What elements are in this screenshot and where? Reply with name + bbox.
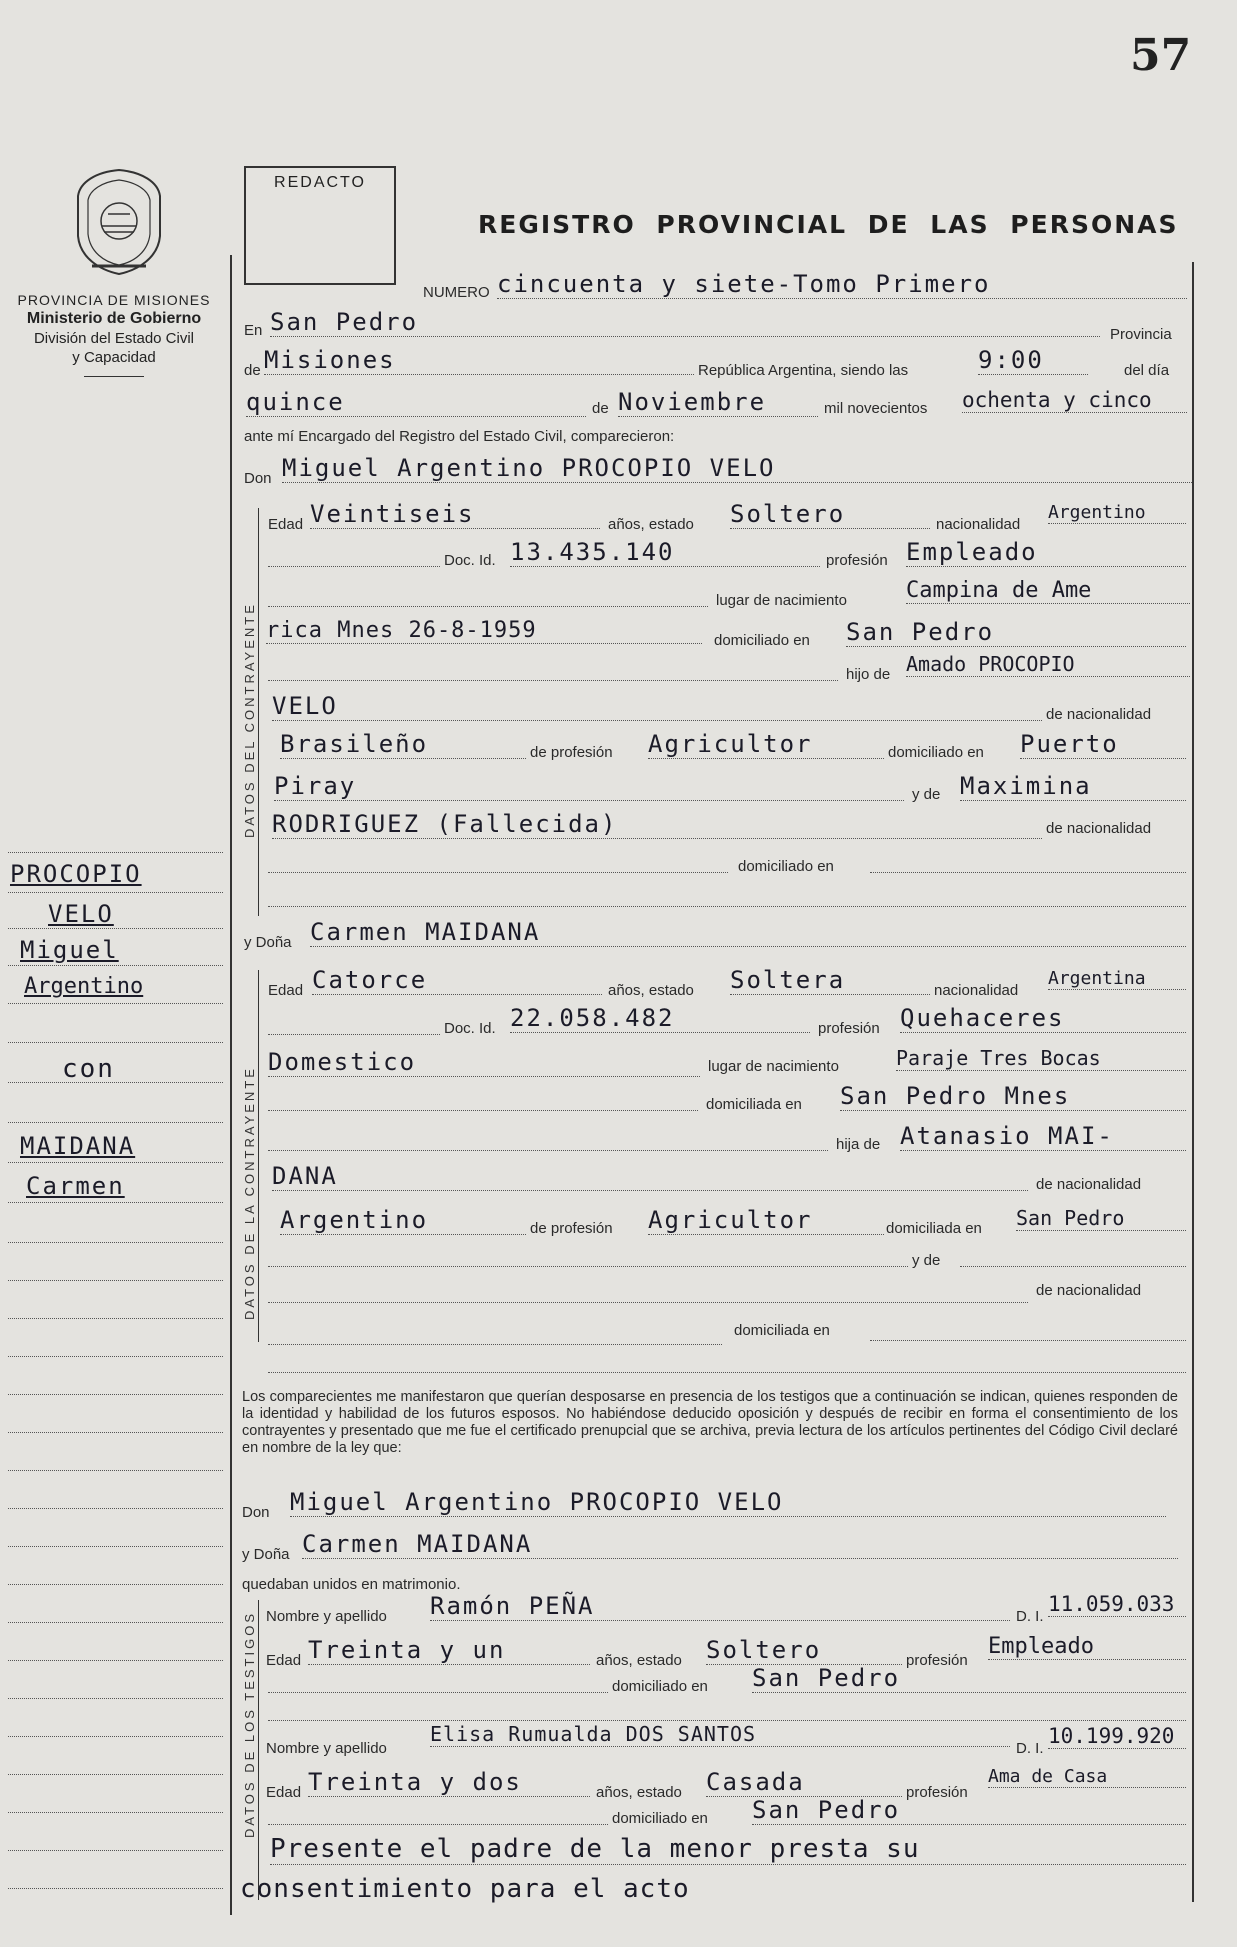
witness2-anios-estado-label: años, estado xyxy=(596,1784,682,1801)
groom-edad: Veintiseis xyxy=(310,500,600,529)
witness2-domicilio: San Pedro xyxy=(752,1796,1186,1825)
groom-hijo-blank xyxy=(268,680,838,681)
bride-lugar-label: lugar de nacimiento xyxy=(708,1058,839,1075)
groom-nacionalidad-label: nacionalidad xyxy=(936,516,1021,533)
dona-label: y Doña xyxy=(244,934,292,951)
decl-don-value: Miguel Argentino PROCOPIO VELO xyxy=(290,1488,1166,1517)
witness2-profesion: Ama de Casa xyxy=(988,1766,1186,1788)
margin-note-3: Miguel xyxy=(20,936,119,964)
main-right-border xyxy=(1192,262,1194,1902)
bride-doc-label: Doc. Id. xyxy=(444,1020,496,1037)
witness1-edad: Treinta y un xyxy=(308,1636,590,1665)
section3-border xyxy=(258,1600,259,1900)
bride-father-profesion: Agricultor xyxy=(648,1206,884,1235)
witness2-edad-label: Edad xyxy=(266,1784,302,1801)
groom-mother-dom-blank xyxy=(268,872,728,873)
quedaban-text: quedaban unidos en matrimonio. xyxy=(242,1576,461,1593)
groom-doc-blank xyxy=(268,566,440,567)
groom-father-profesion: Agricultor xyxy=(648,730,884,759)
groom-father-dom-label: domiciliado en xyxy=(888,744,984,761)
bride-profesion-label: profesión xyxy=(818,1020,880,1037)
groom-mother-2: RODRIGUEZ (Fallecida) xyxy=(272,810,1042,839)
groom-father-nacionalidad: Brasileño xyxy=(280,730,526,759)
numero-label: NUMERO xyxy=(423,284,490,301)
bride-mother-blank xyxy=(268,1266,908,1267)
witness1-nombre-label: Nombre y apellido xyxy=(266,1608,387,1625)
groom-domiciliado-label: domiciliado en xyxy=(714,632,810,649)
bride-mother-blank-2 xyxy=(960,1266,1186,1267)
groom-edad-label: Edad xyxy=(268,516,304,533)
bride-profesion-2: Domestico xyxy=(268,1048,700,1077)
groom-father-domicilio-1: Puerto xyxy=(1020,730,1186,759)
groom-domicilio: San Pedro xyxy=(846,618,1186,647)
witness1-edad-label: Edad xyxy=(266,1652,302,1669)
mes-value: Noviembre xyxy=(618,388,818,417)
redacto-label: REDACTO xyxy=(274,174,366,191)
bride-y-de-label: y de xyxy=(912,1252,941,1269)
groom-father-2: VELO xyxy=(272,692,1042,721)
groom-lugar-1: Campina de Ame xyxy=(906,578,1190,604)
bride-doc: 22.058.482 xyxy=(510,1004,810,1033)
bride-dom-blank xyxy=(268,1110,698,1111)
bride-hija-label: hija de xyxy=(836,1136,881,1153)
groom-name: Miguel Argentino PROCOPIO VELO xyxy=(282,454,1192,483)
main-left-border xyxy=(230,255,232,1915)
provincia-label: Provincia xyxy=(1110,326,1172,343)
republica-label: República Argentina, siendo las xyxy=(698,362,909,379)
de-label: de xyxy=(244,362,261,379)
bride-estado: Soltera xyxy=(730,966,930,995)
witness1-nombre: Ramón PEÑA xyxy=(430,1592,1010,1621)
groom-mother-1: Maximina xyxy=(960,772,1186,801)
org-province: PROVINCIA DE MISIONES xyxy=(17,292,211,308)
witness1-dom-blank xyxy=(268,1692,608,1693)
section-label-testigos: DATOS DE LOS TESTIGOS xyxy=(242,1611,257,1838)
bride-anios-estado-label: años, estado xyxy=(608,982,694,999)
bride-profesion-1: Quehaceres xyxy=(900,1004,1186,1033)
numero-value: cincuenta y siete-Tomo Primero xyxy=(497,270,1187,299)
organization-block xyxy=(0,292,228,377)
witness1-estado: Soltero xyxy=(706,1636,902,1665)
groom-mother-dom-label: domiciliado en xyxy=(738,858,834,875)
bride-edad-label: Edad xyxy=(268,982,304,999)
bride-father-1: Atanasio MAI- xyxy=(900,1122,1186,1151)
witness2-nombre: Elisa Rumualda DOS SANTOS xyxy=(430,1722,1010,1747)
bride-father-nacionalidad: Argentino xyxy=(280,1206,526,1235)
en-value: San Pedro xyxy=(270,308,1100,337)
witness1-profesion-label: profesión xyxy=(906,1652,968,1669)
decl-dona-label: y Doña xyxy=(242,1546,290,1563)
dia-value: quince xyxy=(246,388,586,417)
groom-mother-nac-label: de nacionalidad xyxy=(1046,820,1152,837)
witness2-di: 10.199.920 xyxy=(1048,1724,1186,1749)
provincia-value: Misiones xyxy=(264,346,694,375)
groom-lugar-label: lugar de nacimiento xyxy=(716,592,847,609)
witness1-domiciliado-label: domiciliado en xyxy=(612,1678,708,1695)
bride-edad: Catorce xyxy=(312,966,602,995)
groom-father-nac-label: de nacionalidad xyxy=(1046,706,1152,723)
witness2-profesion-label: profesión xyxy=(906,1784,968,1801)
bride-father-nac-label: de nacionalidad xyxy=(1036,1176,1142,1193)
groom-doc-label: Doc. Id. xyxy=(444,552,496,569)
bride-hija-blank xyxy=(268,1150,828,1151)
bride-lugar: Paraje Tres Bocas xyxy=(896,1046,1186,1071)
witness2-estado: Casada xyxy=(706,1768,902,1797)
margin-note-5: con xyxy=(62,1054,115,1084)
decl-dona-value: Carmen MAIDANA xyxy=(302,1530,1178,1559)
groom-father-1: Amado PROCOPIO xyxy=(906,652,1190,677)
groom-profesion-label: profesión xyxy=(826,552,888,569)
witness2-dom-blank xyxy=(268,1824,608,1825)
section1-border xyxy=(258,508,259,916)
bride-mother-nac-label: de nacionalidad xyxy=(1036,1282,1142,1299)
province-seal-icon xyxy=(72,166,166,283)
groom-doc: 13.435.140 xyxy=(510,538,820,567)
witness1-di: 11.059.033 xyxy=(1048,1592,1186,1617)
groom-profesion: Empleado xyxy=(906,538,1186,567)
bride-mother-nac-blank xyxy=(268,1302,1028,1303)
witness1-domicilio: San Pedro xyxy=(752,1664,1186,1693)
groom-mother-domicilio-blank xyxy=(870,872,1186,873)
section-label-contrayente2: DATOS DE LA CONTRAYENTE xyxy=(242,1066,257,1320)
de-mes-label: de xyxy=(592,400,609,417)
section-label-contrayente1: DATOS DEL CONTRAYENTE xyxy=(242,602,257,838)
bride-extra-line xyxy=(268,1372,1186,1373)
org-divider xyxy=(84,376,144,377)
groom-father-prof-label: de profesión xyxy=(530,744,613,761)
bride-mother-dom-blank xyxy=(268,1344,722,1345)
org-division-2: y Capacidad xyxy=(72,349,156,366)
witness2-di-label: D. I. xyxy=(1016,1740,1044,1757)
groom-lugar-2: rica Mnes 26-8-1959 xyxy=(266,618,702,644)
bride-doc-blank xyxy=(268,1034,440,1035)
witness2-edad: Treinta y dos xyxy=(308,1768,590,1797)
mil-label: mil novecientos xyxy=(824,400,928,417)
groom-extra-line xyxy=(268,906,1186,907)
witness1-extra-line xyxy=(268,1720,1186,1721)
witness2-domiciliado-label: domiciliado en xyxy=(612,1810,708,1827)
decl-don-label: Don xyxy=(242,1504,270,1521)
final-note-line-2: consentimiento para el acto xyxy=(240,1874,690,1904)
section2-border xyxy=(258,970,259,1342)
org-division: División del Estado Civil xyxy=(33,330,195,347)
witness1-di-label: D. I. xyxy=(1016,1608,1044,1625)
anio-value: ochenta y cinco xyxy=(962,388,1187,413)
witness1-anios-estado-label: años, estado xyxy=(596,1652,682,1669)
margin-note-6: MAIDANA xyxy=(20,1132,136,1160)
document-title: REGISTRO PROVINCIAL DE LAS PERSONAS xyxy=(478,210,1179,239)
don-label: Don xyxy=(244,470,272,487)
hora-value: 9:00 xyxy=(978,346,1088,375)
margin-note-7: Carmen xyxy=(26,1172,125,1200)
bride-nacionalidad-label: nacionalidad xyxy=(934,982,1019,999)
bride-mother-dom-label: domiciliada en xyxy=(734,1322,830,1339)
org-ministry: Ministerio de Gobierno xyxy=(26,310,202,327)
groom-estado: Soltero xyxy=(730,500,930,529)
bride-father-prof-label: de profesión xyxy=(530,1220,613,1237)
bride-domiciliada-label: domiciliada en xyxy=(706,1096,802,1113)
bride-father-2: DANA xyxy=(272,1162,1028,1191)
bride-mother-domicilio-blank xyxy=(870,1340,1186,1341)
margin-note-4: Argentino xyxy=(24,974,144,999)
ante-text: ante mí Encargado del Registro del Estado Civil, comparecieron: xyxy=(244,428,675,445)
witness1-profesion: Empleado xyxy=(988,1634,1186,1660)
groom-nacionalidad: Argentino xyxy=(1048,502,1186,524)
groom-lugar-blank xyxy=(268,606,708,607)
groom-anios-estado-label: años, estado xyxy=(608,516,694,533)
redacto-stamp xyxy=(244,166,396,285)
bride-nacionalidad: Argentina xyxy=(1048,968,1186,990)
margin-note-1: PROCOPIO xyxy=(10,860,142,888)
bride-domicilio: San Pedro Mnes xyxy=(840,1082,1186,1111)
bride-father-domicilio: San Pedro xyxy=(1016,1206,1186,1231)
witness2-nombre-label: Nombre y apellido xyxy=(266,1740,387,1757)
margin-note-2: VELO xyxy=(48,900,114,928)
bride-name: Carmen MAIDANA xyxy=(310,918,1186,947)
final-note-line-1: Presente el padre de la menor presta su xyxy=(270,1834,1186,1865)
groom-hijo-label: hijo de xyxy=(846,666,891,683)
declaration-paragraph: Los comparecientes me manifestaron que querían desposarse en presencia de los testigos que a continuación se indican, quienes responden de la identidad y habilidad de los futuros esposos. No habiéndose deducido oposición y después de recibir en forma el consentimiento de los contrayentes y presentado que me fue el certificado prenupcial que se archiva, previa lectura de los artículos pertinentes del Código Civil declaré en nombre de la ley que: xyxy=(242,1389,1178,1456)
groom-father-domicilio-2: Piray xyxy=(274,772,904,801)
del-dia-label: del día xyxy=(1124,362,1170,379)
en-label: En xyxy=(244,322,263,339)
bride-father-dom-label: domiciliada en xyxy=(886,1220,982,1237)
groom-y-de-label: y de xyxy=(912,786,941,803)
page-number: 57 xyxy=(1130,30,1192,81)
